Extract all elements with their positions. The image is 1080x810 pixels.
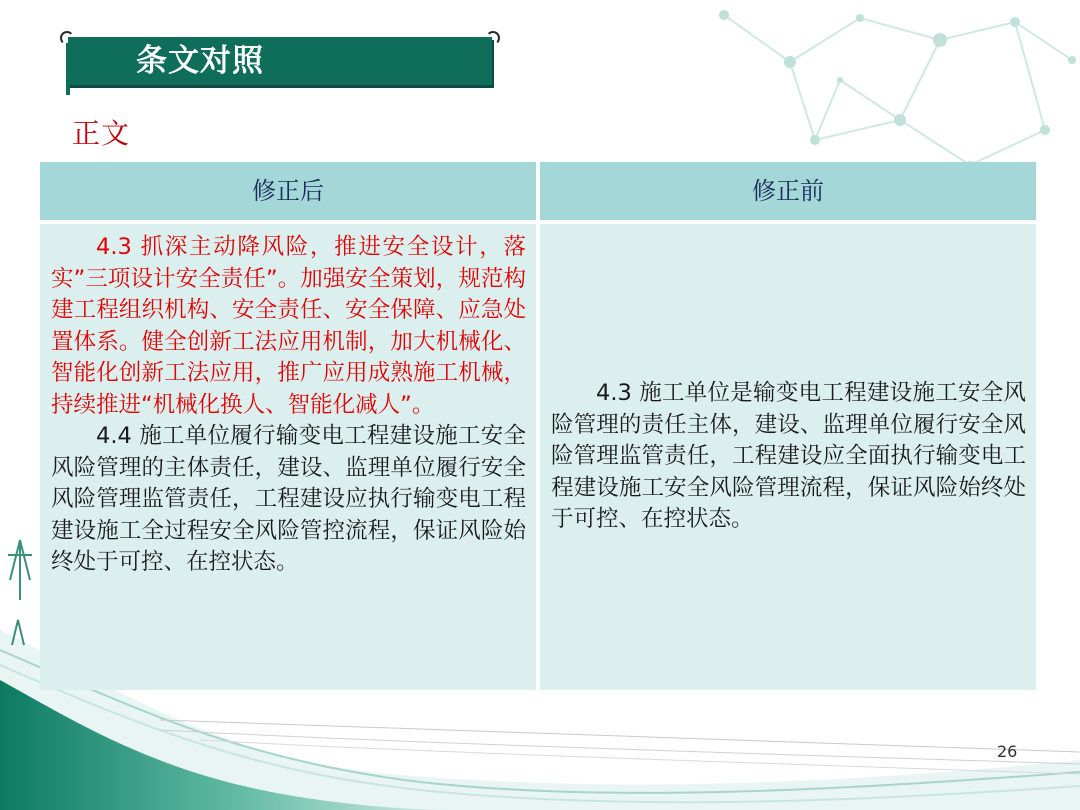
title-banner <box>68 37 492 85</box>
page-number: 26 <box>997 742 1018 761</box>
slide-title: 条文对照 <box>136 43 264 79</box>
column-header-after: 修正后 <box>40 162 536 220</box>
clause-4-3-revised: 4.3 抓深主动降风险，推进安全设计，落实”三项设计安全责任”。加强安全策划，规范构建工程组织机构、安全责任、安全保障、应急处置体系。健全创新工法应用机制，加大机械化、智能化创新工法应用，推广应用成熟施工机械，持续推进“机械化换人、智能化减人”。 <box>51 234 526 418</box>
cell-after <box>40 224 536 690</box>
clause-4-4-revised: 4.4 施工单位履行输变电工程建设施工安全风险管理的主体责任，建设、监理单位履行安全风险管理监管责任，工程建设应执行输变电工程建设施工全过程安全风险管控流程，保证风险始终处于可控、在控状态。 <box>51 423 526 575</box>
scroll-curl-icon <box>60 31 74 45</box>
clause-4-3-original: 4.3 施工单位是输变电工程建设施工安全风险管理的责任主体，建设、监理单位履行安全风险管理监管责任，工程建设应全面执行输变电工程建设施工安全风险管理流程，保证风险始终处于可控、在控状态。 <box>551 380 1026 533</box>
section-label: 正文 <box>72 117 131 150</box>
comparison-table <box>40 162 1036 690</box>
cell-before <box>540 224 1036 690</box>
column-header-before: 修正前 <box>540 162 1036 220</box>
scroll-curl-icon <box>486 31 500 45</box>
